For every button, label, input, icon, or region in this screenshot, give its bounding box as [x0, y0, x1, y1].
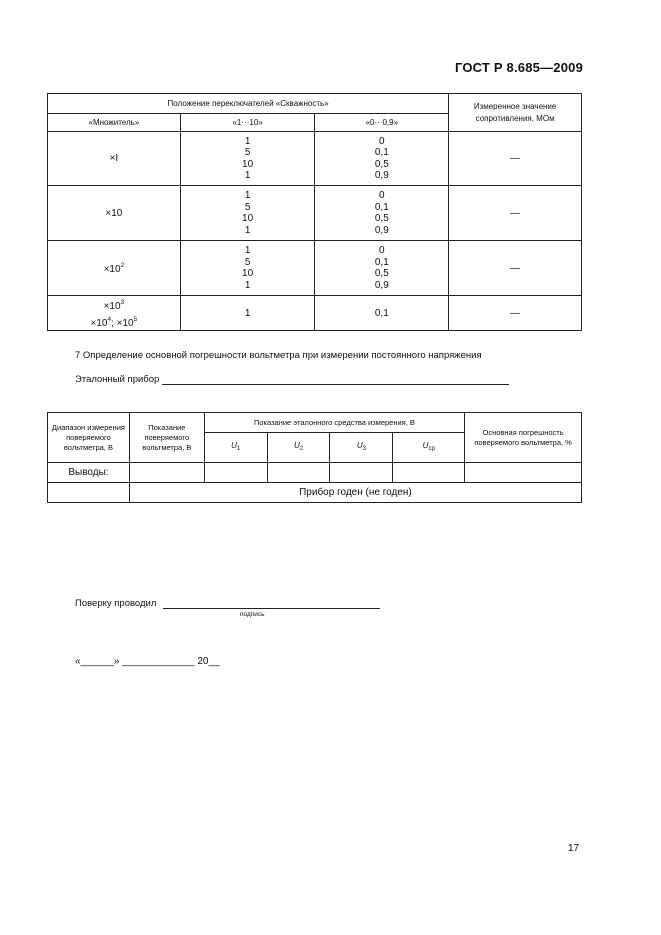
etalon-reading-header: Показание эталонного средства измерения, В: [204, 413, 464, 433]
conclusions-label: Выводы:: [48, 463, 130, 483]
table-row: [48, 186, 582, 241]
group-header: Положение переключателей «Скважность»: [48, 94, 449, 114]
signature-caption: подпись: [240, 611, 265, 618]
etalon-label: Эталонный прибор: [75, 374, 160, 385]
uavg-header: $U_{ср}$: [393, 433, 465, 463]
multiplier-header: «Множитель»: [48, 114, 181, 132]
empty-cell[interactable]: [393, 463, 465, 483]
table-row: [48, 483, 582, 503]
range-1-10-header: «1···10»: [180, 114, 315, 132]
empty-cell[interactable]: [48, 483, 130, 503]
date-line: «______» _____________ 20__: [75, 656, 220, 667]
multiplier-cell: ×10: [48, 186, 181, 241]
empty-cell[interactable]: [330, 463, 393, 483]
range-header: Диапазон измерения поверяемого вольтметра, В: [48, 413, 130, 463]
empty-cell[interactable]: [129, 463, 204, 483]
signature-label: Поверку проводил: [75, 598, 157, 609]
u2-header: $U_2$: [267, 433, 330, 463]
reading-header: Показание поверяемого вольтметра, В: [129, 413, 204, 463]
range1-value: 1: [180, 296, 315, 331]
u1-header: $U_1$: [204, 433, 267, 463]
multiplier-cell: $\times 10^3$ $\times 10^4$; $\times 10^5$: [48, 296, 181, 331]
range2-value: 0,1: [315, 296, 449, 331]
empty-cell[interactable]: [465, 463, 582, 483]
error-header: Основная погрешность поверяемого вольтметра, %: [465, 413, 582, 463]
range2-values: 0 0,1 0,5 0,9: [315, 186, 449, 241]
range2-values: 0 0,1 0,5 0,9: [315, 241, 449, 296]
section-7-heading: 7 Определение основной погрешности вольтметра при измерении постоянного напряжения: [75, 350, 482, 361]
document-code: ГОСТ Р 8.685—2009: [454, 60, 583, 75]
multiplier-cell: ×I: [48, 132, 181, 186]
range1-values: 1 5 10 1: [180, 132, 315, 186]
range-0-09-header: «0···0,9»: [315, 114, 449, 132]
page-number: 17: [568, 843, 580, 854]
table-row: [48, 241, 582, 296]
range1-values: 1 5 10 1: [180, 186, 315, 241]
signature-line[interactable]: [163, 608, 380, 609]
fit-status: Прибор годен (не годен): [129, 483, 581, 503]
measured-cell: —: [449, 186, 582, 241]
measured-cell: —: [449, 132, 582, 186]
table-row: [48, 132, 582, 186]
measured-value-header: Измеренное значение сопротивления, МОм: [449, 94, 582, 132]
etalon-fill-line[interactable]: [162, 384, 509, 385]
range1-values: 1 5 10 1: [180, 241, 315, 296]
switch-position-table: [47, 93, 582, 331]
multiplier-cell: $\times 10^2$: [48, 241, 181, 296]
empty-cell[interactable]: [204, 463, 267, 483]
range2-values: 0 0,1 0,5 0,9: [315, 132, 449, 186]
measured-cell: —: [449, 296, 582, 331]
empty-cell[interactable]: [267, 463, 330, 483]
u3-header: $U_3$: [330, 433, 393, 463]
table-row: [48, 463, 582, 483]
voltmeter-error-table: [47, 412, 582, 503]
table-row: [48, 296, 582, 331]
measured-cell: —: [449, 241, 582, 296]
